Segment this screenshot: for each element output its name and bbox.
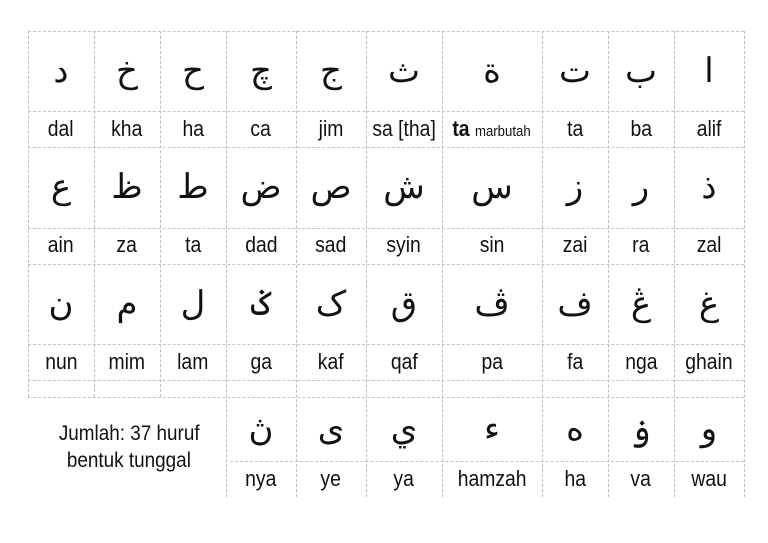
- letter-name: [94, 344, 160, 380]
- latin-name: ha: [564, 466, 586, 491]
- latin-name: va: [630, 466, 652, 491]
- arabic-letter: چ: [250, 51, 272, 91]
- letter-name: [542, 111, 608, 147]
- grid-line-horizontal: [28, 380, 744, 381]
- arabic-letter: س: [471, 167, 513, 207]
- letter-name: [542, 227, 608, 263]
- letter-glyph: [674, 31, 744, 111]
- latin-name: lam: [177, 349, 209, 374]
- latin-name: syin: [386, 232, 422, 257]
- letter-name: [608, 227, 674, 263]
- letter-name: [442, 111, 542, 147]
- latin-name: hamzah: [457, 466, 527, 491]
- letter-glyph: [160, 31, 226, 111]
- letter-glyph: [366, 264, 442, 344]
- letter-glyph: [442, 147, 542, 227]
- letter-glyph: [674, 147, 744, 227]
- arabic-letter: ب: [624, 51, 657, 91]
- letter-name: [28, 344, 94, 380]
- arabic-letter: ظ: [111, 167, 143, 207]
- arabic-letter: ذ: [701, 167, 717, 207]
- letter-glyph: [94, 264, 160, 344]
- arabic-letter: ص: [310, 167, 352, 207]
- arabic-letter: ح: [182, 51, 204, 91]
- latin-name: pa: [481, 349, 503, 374]
- letter-glyph: [296, 147, 366, 227]
- arabic-letter: ى: [317, 409, 345, 449]
- latin-name: kaf: [318, 349, 344, 374]
- letter-name: [296, 461, 366, 497]
- letter-glyph: [226, 147, 296, 227]
- latin-name: wau: [691, 466, 727, 491]
- arabic-letter: ر: [632, 167, 650, 207]
- letter-glyph: [608, 264, 674, 344]
- latin-name: alif: [696, 116, 722, 141]
- latin-name: [453, 116, 531, 142]
- letter-name: [608, 111, 674, 147]
- latin-name: sin: [479, 232, 505, 257]
- latin-name: sad: [315, 232, 347, 257]
- latin-name: za: [116, 232, 138, 257]
- letter-name: [366, 344, 442, 380]
- letter-name: [226, 111, 296, 147]
- latin-name: mim: [108, 349, 146, 374]
- letter-glyph: [28, 147, 94, 227]
- arabic-letter: ن: [48, 284, 74, 324]
- letter-name: [542, 461, 608, 497]
- letter-name: [226, 344, 296, 380]
- letter-name: [674, 227, 744, 263]
- letter-glyph: [94, 31, 160, 111]
- letter-glyph: [296, 31, 366, 111]
- letter-glyph: [28, 264, 94, 344]
- letter-name: [442, 227, 542, 263]
- letter-name: [226, 461, 296, 497]
- total-note-line-2: bentuk tunggal: [66, 449, 192, 472]
- arabic-letter: خ: [116, 51, 138, 91]
- letter-glyph: [542, 147, 608, 227]
- latin-name: qaf: [390, 349, 418, 374]
- arabic-letter: ڤ: [474, 284, 510, 324]
- letter-glyph: [608, 147, 674, 227]
- arabic-letter: ل: [180, 284, 206, 324]
- letter-glyph: [674, 264, 744, 344]
- latin-name: ye: [320, 466, 342, 491]
- latin-name: fa: [566, 349, 584, 374]
- jawi-alphabet-chart: [28, 31, 744, 497]
- latin-name: ra: [632, 232, 650, 257]
- arabic-letter: ه: [566, 409, 584, 449]
- letter-name: [542, 344, 608, 380]
- grid-line-vertical: [744, 31, 745, 497]
- latin-name: ga: [250, 349, 272, 374]
- latin-name: nun: [44, 349, 78, 374]
- letter-name: [94, 111, 160, 147]
- letter-glyph: [542, 397, 608, 461]
- latin-name: dad: [244, 232, 278, 257]
- letter-glyph: [542, 264, 608, 344]
- arabic-letter: د: [53, 51, 69, 91]
- latin-name: ta: [184, 232, 202, 257]
- letter-glyph: [94, 147, 160, 227]
- arabic-letter: ق: [390, 284, 418, 324]
- arabic-letter: ش: [383, 167, 425, 207]
- arabic-letter: ء: [484, 409, 500, 449]
- arabic-letter: غ: [698, 284, 720, 324]
- letter-name: [160, 227, 226, 263]
- arabic-letter: ع: [50, 167, 72, 207]
- letter-name-bold: ta: [452, 116, 471, 141]
- arabic-letter: ڽ: [248, 409, 274, 449]
- letter-name: [608, 344, 674, 380]
- latin-name: nga: [624, 349, 658, 374]
- arabic-letter: ز: [566, 167, 584, 207]
- arabic-letter: ط: [177, 167, 209, 207]
- latin-name: ya: [393, 466, 415, 491]
- latin-name: ha: [182, 116, 204, 141]
- letter-name-suffix: marbutah: [475, 123, 532, 140]
- letter-name: [28, 111, 94, 147]
- letter-glyph: [366, 147, 442, 227]
- arabic-letter: ک: [315, 284, 347, 324]
- letter-name: [442, 344, 542, 380]
- arabic-letter: ا: [704, 51, 714, 91]
- letter-name: [296, 344, 366, 380]
- latin-name: ta: [566, 116, 584, 141]
- arabic-letter: ت: [558, 51, 591, 91]
- arabic-letter: ج: [320, 51, 342, 91]
- latin-name: ghain: [685, 349, 733, 374]
- latin-name: ba: [630, 116, 652, 141]
- letter-glyph: [442, 397, 542, 461]
- letter-name: [160, 111, 226, 147]
- arabic-letter: ڠ: [630, 284, 652, 324]
- letter-name: [366, 227, 442, 263]
- total-note: [28, 397, 230, 497]
- latin-name: ain: [48, 232, 74, 257]
- letter-name: [674, 344, 744, 380]
- letter-glyph: [674, 397, 744, 461]
- letter-glyph: [442, 31, 542, 111]
- letter-name: [674, 111, 744, 147]
- letter-glyph: [608, 31, 674, 111]
- arabic-letter: ف: [557, 284, 593, 324]
- letter-glyph: [226, 264, 296, 344]
- letter-name: [296, 111, 366, 147]
- total-note-line-1: Jumlah: 37 huruf: [58, 422, 200, 445]
- letter-glyph: [442, 264, 542, 344]
- letter-glyph: [160, 147, 226, 227]
- arabic-letter: ض: [240, 167, 282, 207]
- letter-name: [28, 227, 94, 263]
- latin-name: nya: [245, 466, 277, 491]
- letter-name: [366, 461, 442, 497]
- letter-name: [366, 111, 442, 147]
- letter-glyph: [296, 264, 366, 344]
- latin-name: jim: [318, 116, 344, 141]
- letter-name: [226, 227, 296, 263]
- letter-glyph: [226, 397, 296, 461]
- arabic-letter: م: [116, 284, 138, 324]
- letter-name: [160, 344, 226, 380]
- arabic-letter: ݢ: [251, 284, 271, 324]
- latin-name: kha: [111, 116, 143, 141]
- letter-glyph: [366, 397, 442, 461]
- letter-glyph: [28, 31, 94, 111]
- letter-glyph: [160, 264, 226, 344]
- arabic-letter: ۏ: [631, 409, 651, 449]
- letter-name: [94, 227, 160, 263]
- letter-name: [674, 461, 744, 497]
- latin-name: dal: [48, 116, 74, 141]
- letter-name: [442, 461, 542, 497]
- arabic-letter: و: [700, 409, 718, 449]
- latin-name: zai: [562, 232, 588, 257]
- letter-glyph: [608, 397, 674, 461]
- letter-name: [296, 227, 366, 263]
- latin-name: sa [tha]: [372, 116, 436, 141]
- letter-name: [608, 461, 674, 497]
- arabic-letter: ي: [390, 409, 418, 449]
- letter-glyph: [226, 31, 296, 111]
- latin-name: ca: [250, 116, 272, 141]
- arabic-letter: ث: [387, 51, 420, 91]
- letter-glyph: [366, 31, 442, 111]
- latin-name: zal: [696, 232, 722, 257]
- letter-glyph: [542, 31, 608, 111]
- letter-glyph: [296, 397, 366, 461]
- arabic-letter: ة: [483, 51, 501, 91]
